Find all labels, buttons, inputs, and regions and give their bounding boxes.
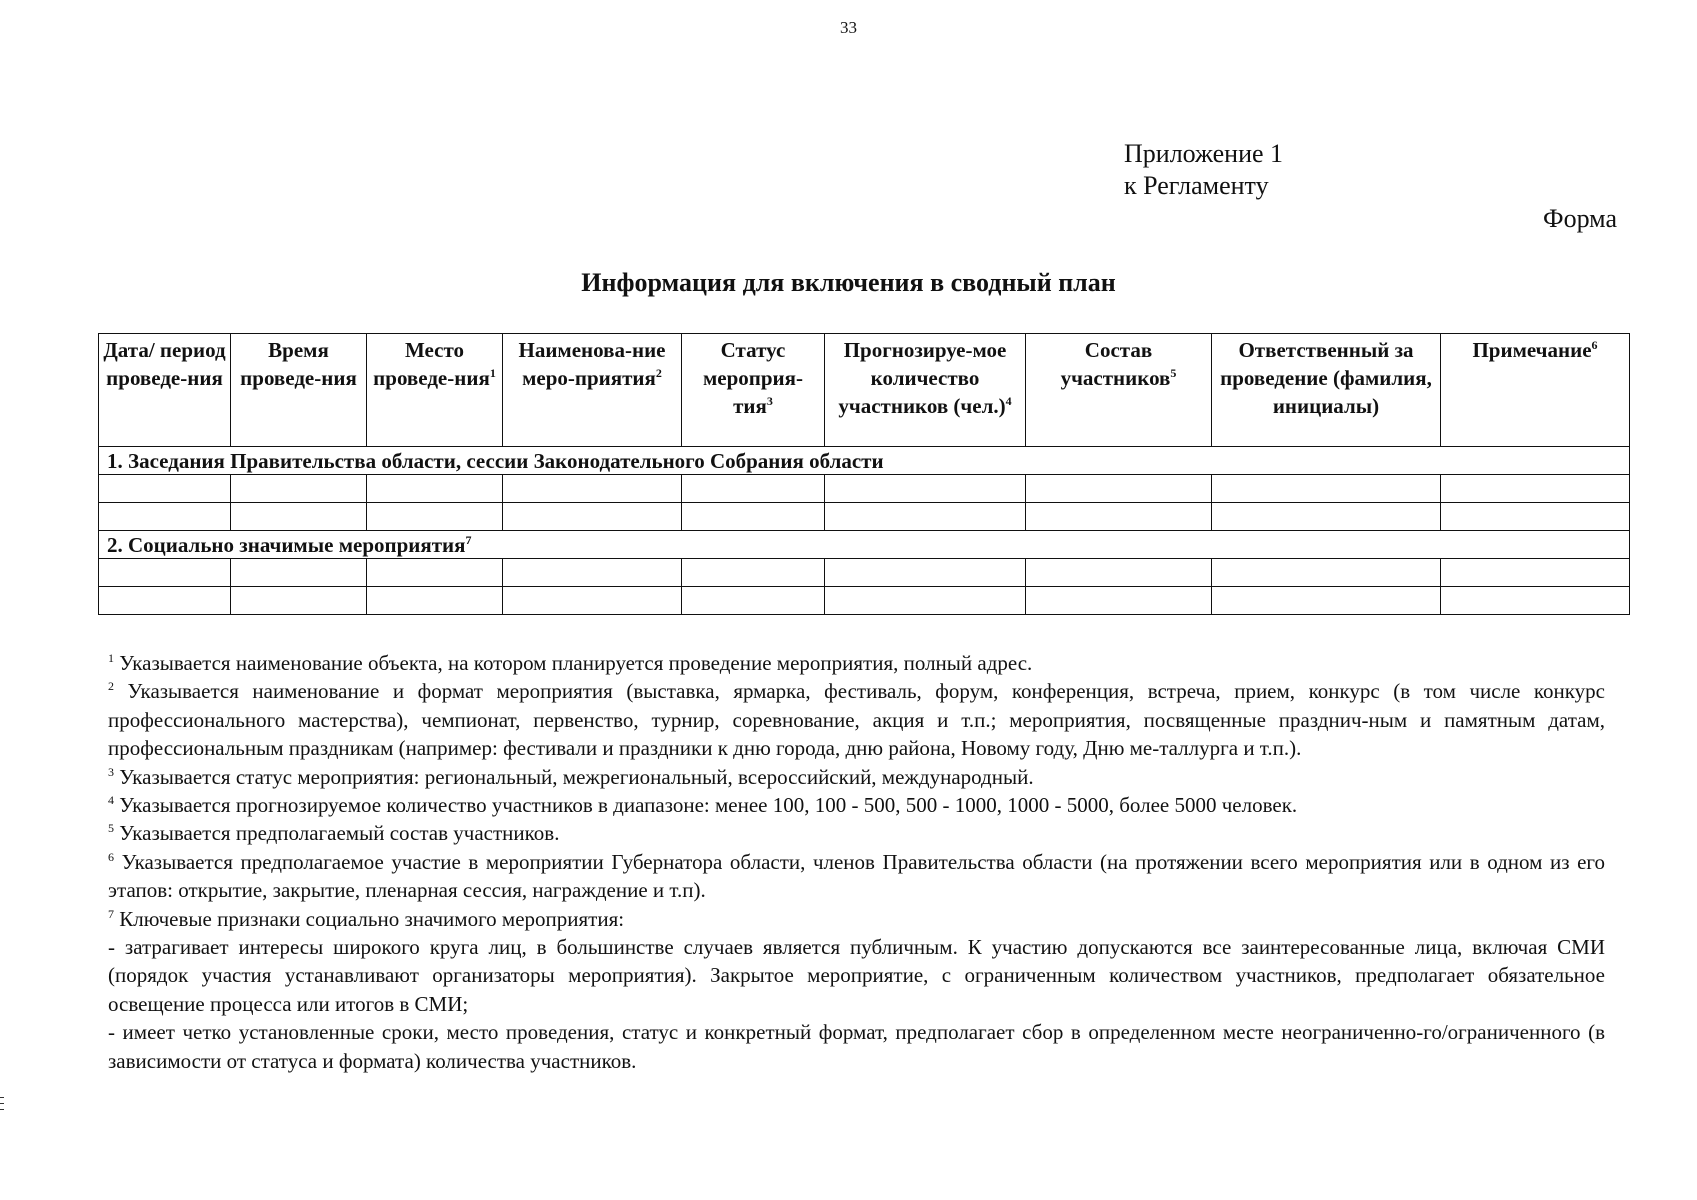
table-cell[interactable] (1026, 475, 1212, 503)
table-cell[interactable] (1212, 475, 1441, 503)
criteria-item-1: - затрагивает интересы широкого круга лиц, в большинстве случаев является публичным. К участию допускаются все заинтересованные лица, включая СМИ (порядок участия устанавливают организаторы мероприятия). Закрытое мероприятие, с ограниченным количеством участников, предполагает обязательное освещение процесса или итогов в СМИ; (108, 935, 1605, 1016)
table-cell[interactable] (231, 587, 367, 615)
table-cell[interactable] (503, 503, 682, 531)
table-row (99, 475, 1630, 503)
footnote-5: $^5$ Указывается предполагаемый состав участников. (108, 821, 560, 846)
table-cell[interactable] (682, 503, 825, 531)
footnote-4: $^4$ Указывается прогнозируемое количество участников в диапазоне: менее 100, 100 - 500, 500 - 1000, 1000 - 5000, более 5000 человек. (108, 793, 1298, 818)
table-cell[interactable] (1441, 503, 1630, 531)
footnote-6: $^6$ Указывается предполагаемое участие в мероприятии Губернатора области, членов Правительства области (на протяжении всего мероприятия или в одном из его этапов: открытие, закрытие, пленарная сессия, награждение и т.п). (108, 849, 1606, 903)
table-cell[interactable] (682, 559, 825, 587)
header-event-name: Наименова-ние меро-приятия$^2$ (503, 334, 682, 447)
table-row (99, 559, 1630, 587)
footnote-1: $^1$ Указывается наименование объекта, на котором планируется проведение мероприятия, полный адрес. (108, 651, 1033, 675)
scan-mark (0, 1103, 4, 1104)
table-header-row (99, 334, 1630, 447)
table-cell[interactable] (367, 475, 503, 503)
form-label: Форма (1543, 204, 1617, 233)
table-cell[interactable] (367, 503, 503, 531)
table-cell[interactable] (99, 559, 231, 587)
document-title: Информация для включения в сводный план (581, 268, 1116, 297)
page-number: 33 (840, 18, 857, 37)
table-row (99, 587, 1630, 615)
table-cell[interactable] (1212, 559, 1441, 587)
table-cell[interactable] (682, 587, 825, 615)
table-cell[interactable] (503, 475, 682, 503)
header-participant-count: Прогнозируе-мое количество участников $(чел.)^4$ (825, 334, 1026, 447)
table-cell[interactable] (682, 475, 825, 503)
table-cell[interactable] (1441, 475, 1630, 503)
table-cell[interactable] (825, 587, 1026, 615)
table-cell[interactable] (1441, 559, 1630, 587)
appendix-label (1124, 138, 1283, 202)
criteria-item-2: - имеет четко установленные сроки, место проведения, статус и конкретный формат, предполагает сбор в определенном месте неограниченно-го/ограниченного (в зависимости от статуса и формата) количества участников. (108, 1020, 1605, 1073)
table-cell[interactable] (231, 503, 367, 531)
table-cell[interactable] (1026, 559, 1212, 587)
table-cell[interactable] (1026, 587, 1212, 615)
section-row-2 (99, 531, 1630, 559)
table-cell[interactable] (231, 475, 367, 503)
table-cell[interactable] (1212, 503, 1441, 531)
table-cell[interactable] (503, 559, 682, 587)
header-status: Статус мероприя-тия$^3$ (682, 334, 825, 447)
table-cell[interactable] (1441, 587, 1630, 615)
plan-table (98, 333, 1630, 615)
scan-mark (0, 1097, 4, 1098)
table-cell[interactable] (825, 503, 1026, 531)
header-note: Примечание$^6$ (1441, 334, 1630, 447)
scan-mark (0, 1109, 4, 1110)
table-cell[interactable] (99, 587, 231, 615)
table-cell[interactable] (825, 559, 1026, 587)
header-date: Дата/ период проведе-ния (99, 334, 231, 447)
table-cell[interactable] (367, 559, 503, 587)
section-row-1 (99, 447, 1630, 475)
footnote-3: $^3$ Указывается статус мероприятия: региональный, межрегиональный, всероссийский, международный. (108, 764, 1034, 789)
appendix-line-2: к Регламенту (1124, 171, 1269, 200)
table-row (99, 503, 1630, 531)
table-cell[interactable] (99, 503, 231, 531)
footnote-2: $^2$ Указывается наименование и формат мероприятия (выставка, ярмарка, фестиваль, форум, конференция, встреча, прием, конкурс (в том числе конкурс профессионального мастерства), чемпионат, первенство, турнир, соревнование, акция и т.п.; мероприятия, посвященные празднич-ным и памятным датам, профессиональным праздникам (например: фестивали и праздники к дню города, дню района, Новому году, Дню ме-таллурга и т.п.). (108, 679, 1606, 761)
table-cell[interactable] (231, 559, 367, 587)
section-title-1: 1. Заседания Правительства области, сессии Законодательного Собрания области (99, 447, 1630, 475)
section-title-2: 2. Социально значимые мероприятия$^7$ (99, 531, 1630, 559)
footnotes (108, 649, 1605, 1075)
header-participants: Состав участников$^5$ (1026, 334, 1212, 447)
table-cell[interactable] (503, 587, 682, 615)
table-cell[interactable] (367, 587, 503, 615)
table-cell[interactable] (1026, 503, 1212, 531)
header-responsible: Ответственный за проведение (фамилия, инициалы) (1212, 334, 1441, 447)
table-cell[interactable] (1212, 587, 1441, 615)
header-place: Место проведе-ния$^1$ (367, 334, 503, 447)
table-cell[interactable] (99, 475, 231, 503)
table-cell[interactable] (825, 475, 1026, 503)
footnote-7: $^7$ Ключевые признаки социально значимого мероприятия: (108, 906, 625, 931)
appendix-line-1: Приложение 1 (1124, 139, 1284, 168)
header-time: Время проведе-ния (231, 334, 367, 447)
